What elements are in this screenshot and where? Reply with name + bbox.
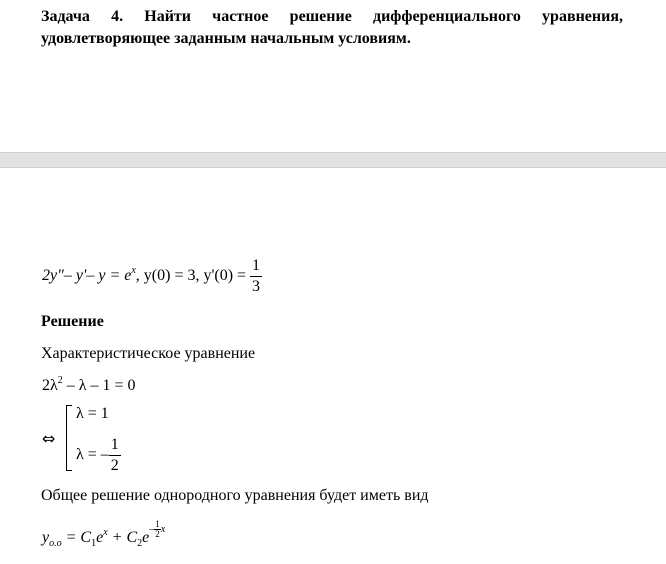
root-1: λ = 1 <box>76 405 109 422</box>
gen-plus: + C <box>107 528 138 546</box>
char-eq-part2: – λ – 1 = 0 <box>62 377 136 394</box>
gen-e2-exp-den: 2 <box>155 529 160 539</box>
char-eq-exponent: 2 <box>57 375 63 386</box>
gen-c1-subscript: 1 <box>91 537 97 549</box>
gen-c2-subscript: 2 <box>137 537 143 549</box>
gen-e2-exponent <box>149 520 165 539</box>
initial-conditions: , y(0) = 3, y'(0) = <box>135 267 251 285</box>
general-solution-label: Общее решение однородного уравнения будет иметь вид <box>41 487 429 504</box>
gen-e2-exp-num: 1 <box>155 519 160 529</box>
gen-mid: = C <box>61 528 92 546</box>
characteristic-label: Характеристическое уравнение <box>41 345 256 362</box>
system-bracket <box>66 405 72 471</box>
gen-e1: e <box>96 528 104 546</box>
root-2-denominator: 2 <box>110 457 119 474</box>
fraction-denominator: 3 <box>252 278 261 295</box>
gen-y-subscript: o.o <box>49 537 62 549</box>
char-eq-part1: 2λ <box>42 377 58 394</box>
differential-equation <box>42 258 262 295</box>
equation-rhs-exponent: x <box>131 265 136 277</box>
gen-e2: e <box>142 528 150 546</box>
root-2-prefix: λ = – <box>76 446 109 464</box>
gen-e1-exponent: x <box>103 526 108 538</box>
general-solution <box>42 520 165 547</box>
gen-y: y <box>42 528 50 546</box>
equation-lhs: 2y"– y'– y = e <box>42 267 132 285</box>
condition-fraction <box>250 258 262 295</box>
solution-heading: Решение <box>41 313 104 330</box>
fraction-numerator: 1 <box>250 258 262 277</box>
roots-system <box>42 403 162 473</box>
root-2-fraction <box>109 437 121 474</box>
task-title: Задача 4. Найти частное решение дифференциального уравнения, удовлетворяющее заданным начальным условиям. <box>41 8 623 47</box>
characteristic-equation <box>42 377 136 395</box>
gen-e2-exp-var: x <box>160 523 166 535</box>
root-2 <box>76 437 121 474</box>
equivalence-arrow-icon: ⇔ <box>42 429 56 448</box>
gen-e2-exp-sign: – <box>149 523 155 535</box>
page-break <box>0 152 666 168</box>
root-2-numerator: 1 <box>109 437 121 456</box>
